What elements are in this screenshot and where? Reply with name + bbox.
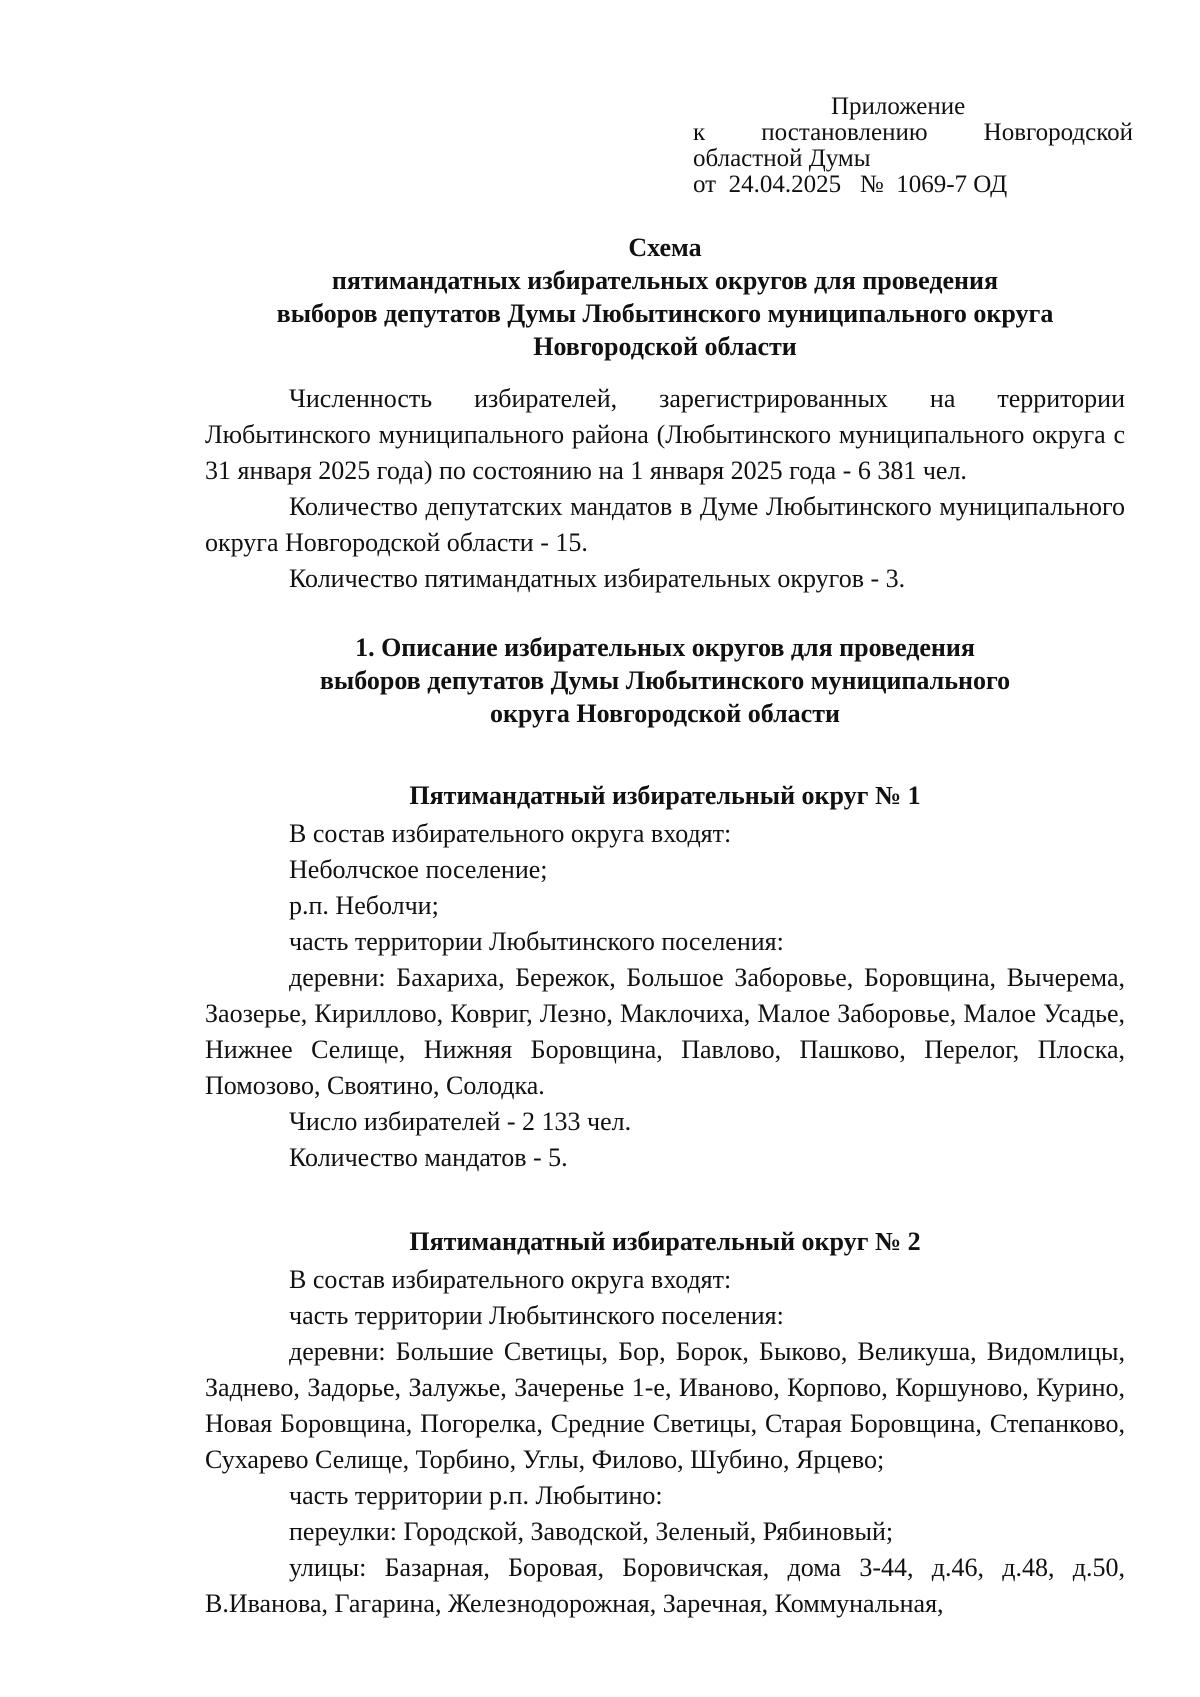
- district-1-settlement: Неболчское поселение;: [289, 855, 548, 884]
- district-2-town-part: часть территории р.п. Любытино:: [289, 1481, 663, 1510]
- appendix-line-2: областной Думы: [693, 145, 871, 172]
- district-1-part: часть территории Любытинского поселения:: [289, 927, 784, 956]
- intro-districts-paragraph: Количество пятимандатных избирательных округов - 3.: [289, 564, 906, 593]
- district-1-composition: В состав избирательного округа входят:: [289, 819, 732, 848]
- district-2-title: Пятимандатный избирательный округ № 2: [409, 1227, 921, 1256]
- intro-mandates-paragraph: Количество депутатских мандатов в Думе Любытинского муниципального округа Новгородской области - 15.: [205, 492, 1125, 557]
- appendix-line-1-right: Новгородской: [983, 119, 1133, 146]
- district-2-villages: деревни: Большие Светицы, Бор, Борок, Быково, Великуша, Видомлицы, Заднево, Задорье, Залужье, Зачеренье 1-е, Иваново, Корпово, Коршуново, Курино, Новая Боровщина, Погорелка, Средние Светицы, Старая Боровщина, Степанково, Сухарево Селище, Торбино, Углы, Филово, Шубино, Ярцево;: [205, 1337, 1125, 1474]
- district-1-mandates: Количество мандатов - 5.: [289, 1143, 568, 1172]
- district-2-composition: В состав избирательного округа входят:: [289, 1265, 732, 1294]
- district-2-streets: улицы: Базарная, Боровая, Боровичская, дома 3-44, д.46, д.48, д.50, В.Иванова, Гагарина, Железнодорожная, Заречная, Коммунальная,: [205, 1553, 1125, 1618]
- district-1-town: р.п. Неболчи;: [289, 891, 439, 920]
- district-1-title: Пятимандатный избирательный округ № 1: [409, 781, 921, 810]
- section-1-line-2: выборов депутатов Думы Любытинского муниципального: [319, 666, 1011, 695]
- appendix-line-1-mid: постановлению: [761, 119, 928, 146]
- section-1-line-1: 1. Описание избирательных округов для проведения: [355, 633, 975, 662]
- district-2-part: часть территории Любытинского поселения:: [289, 1301, 784, 1330]
- appendix-line-1: [693, 120, 1133, 146]
- schema-line-2: выборов депутатов Думы Любытинского муниципального округа: [276, 299, 1054, 328]
- schema-heading: [205, 231, 1125, 363]
- section-1-line-3: округа Новгородской области: [490, 699, 840, 728]
- district-2-lanes: переулки: Городской, Заводской, Зеленый, Рябиновый;: [289, 1517, 894, 1546]
- appendix-line-3: от 24.04.2025 № 1069-7 ОД: [693, 171, 1008, 198]
- intro-voters-paragraph: Численность избирателей, зарегистрированных на территории Любытинского муниципального района (Любытинского муниципального округа с 31 января 2025 года) по состоянию на 1 января 2025 года - 6 381 чел.: [205, 384, 1125, 485]
- section-1-heading: [205, 631, 1125, 730]
- schema-line-3: Новгородской области: [533, 332, 797, 361]
- district-1-villages: деревни: Бахариха, Бережок, Большое Заборовье, Боровщина, Вычерема, Заозерье, Кириллово, Ковриг, Лезно, Маклочиха, Малое Заборовье, Малое Усадье, Нижнее Селище, Нижняя Боровщина, Павлово, Пашково, Перелог, Плоска, Помозово, Своятино, Солодка.: [205, 963, 1125, 1100]
- appendix-block: [693, 94, 1133, 198]
- schema-line-1: пятимандатных избирательных округов для проведения: [331, 266, 999, 295]
- appendix-title: Приложение: [831, 93, 966, 120]
- schema-title: Схема: [628, 233, 702, 262]
- district-1-voters: Число избирателей - 2 133 чел.: [289, 1107, 632, 1136]
- document-body: [205, 231, 1125, 1622]
- appendix-line-1-left: к: [693, 119, 706, 146]
